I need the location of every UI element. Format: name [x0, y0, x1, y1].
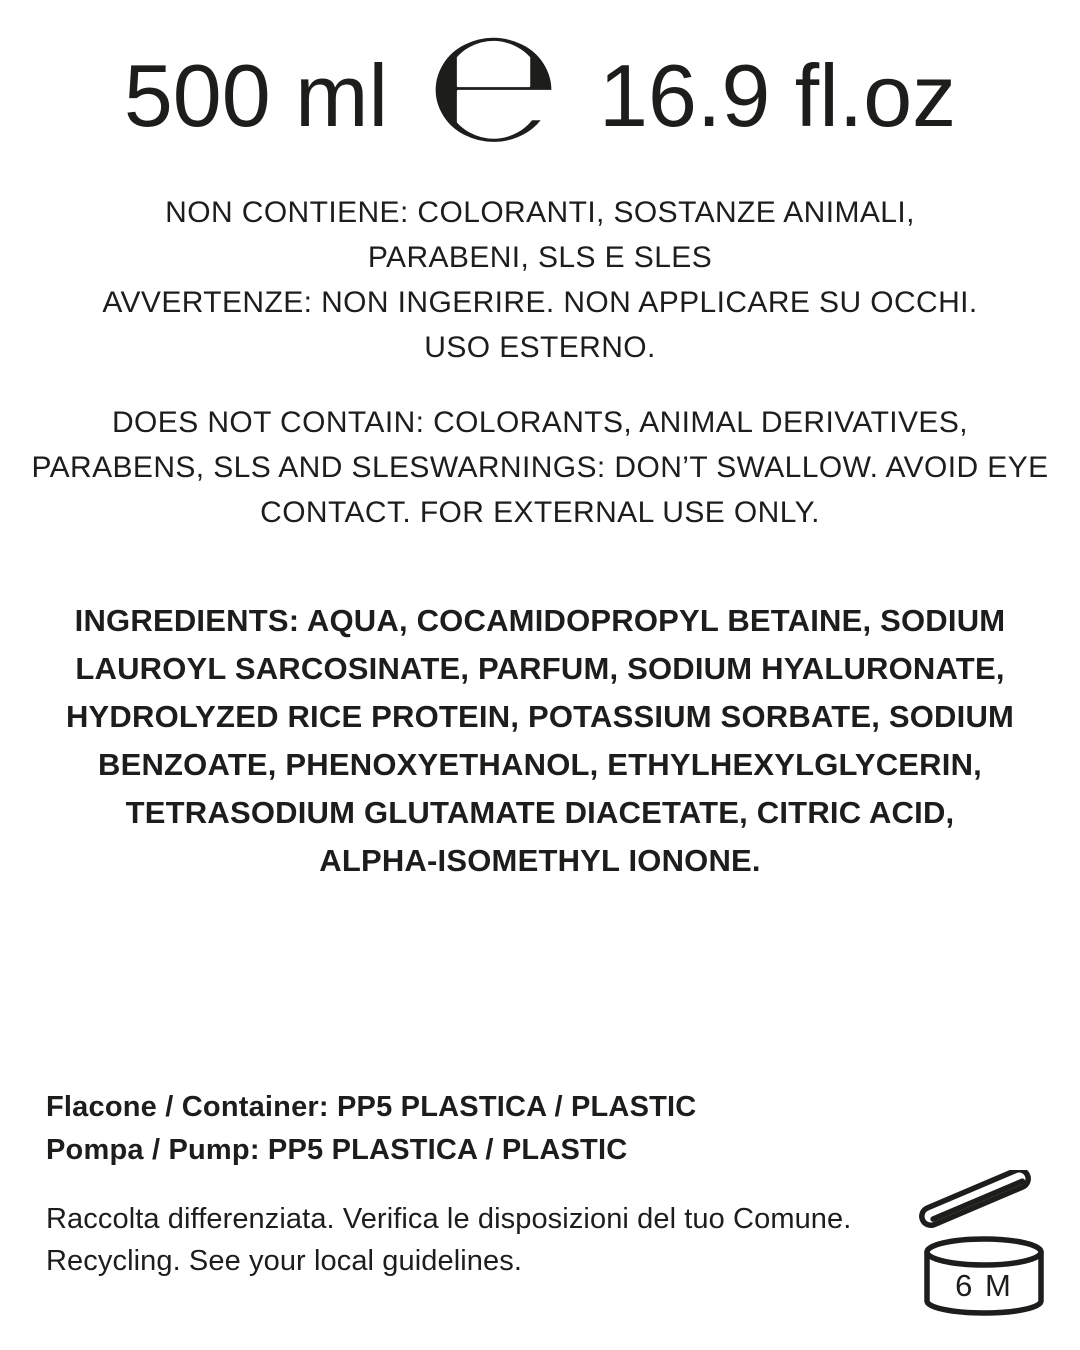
recycling-note	[46, 1198, 851, 1282]
text-line: Raccolta differenziata. Verifica le disposizioni del tuo Comune.	[46, 1203, 852, 1235]
text-line: HYDROLYZED RICE PROTEIN, POTASSIUM SORBATE, SODIUM	[65, 699, 1015, 734]
text-line: BENZOATE, PHENOXYETHANOL, ETHYLHEXYLGLYCERIN,	[98, 747, 982, 782]
text-line: DOES NOT CONTAIN: COLORANTS, ANIMAL DERIVATIVES,	[111, 406, 968, 439]
warnings-italian	[0, 190, 1080, 370]
text-line: Pompa / Pump: PP5 PLASTICA / PLASTIC	[46, 1134, 628, 1166]
volume-header	[0, 0, 1080, 178]
text-line: INGREDIENTS: AQUA, COCAMIDOPROPYL BETAINE, SODIUM	[74, 603, 1006, 638]
text-line: LAUROYL SARCOSINATE, PARFUM, SODIUM HYALURONATE,	[75, 651, 1005, 686]
volume-imperial: 16.9 fl.oz	[599, 45, 957, 145]
text-line: AVVERTENZE: NON INGERIRE. NON APPLICARE SU OCCHI.	[102, 286, 978, 319]
packaging-materials	[46, 1086, 696, 1172]
ingredients-list	[0, 597, 1080, 885]
open-jar-pao-icon	[900, 1170, 1060, 1325]
pao-months-label: 6 M	[955, 1268, 1013, 1303]
text-line: ALPHA-ISOMETHYL IONONE.	[319, 843, 761, 878]
volume-metric: 500 ml	[123, 45, 388, 145]
text-line: Flacone / Container: PP5 PLASTICA / PLASTIC	[46, 1091, 697, 1123]
jar-lid	[919, 1170, 1031, 1228]
text-line: NON CONTIENE: COLORANTI, SOSTANZE ANIMALI,	[165, 196, 915, 229]
text-line: PARABENI, SLS E SLES	[367, 241, 713, 274]
estimated-e-mark-icon: ℮	[426, 0, 562, 178]
warnings-english	[0, 400, 1080, 535]
text-line: CONTACT. FOR EXTERNAL USE ONLY.	[260, 496, 820, 529]
text-line: PARABENS, SLS AND SLESWARNINGS: DON’T SWALLOW. AVOID EYE	[31, 451, 1049, 484]
text-line: TETRASODIUM GLUTAMATE DIACETATE, CITRIC ACID,	[125, 795, 955, 830]
open-jar-pao-svg	[900, 1170, 1060, 1325]
text-line: Recycling. See your local guidelines.	[46, 1245, 523, 1277]
text-line: USO ESTERNO.	[424, 331, 656, 364]
